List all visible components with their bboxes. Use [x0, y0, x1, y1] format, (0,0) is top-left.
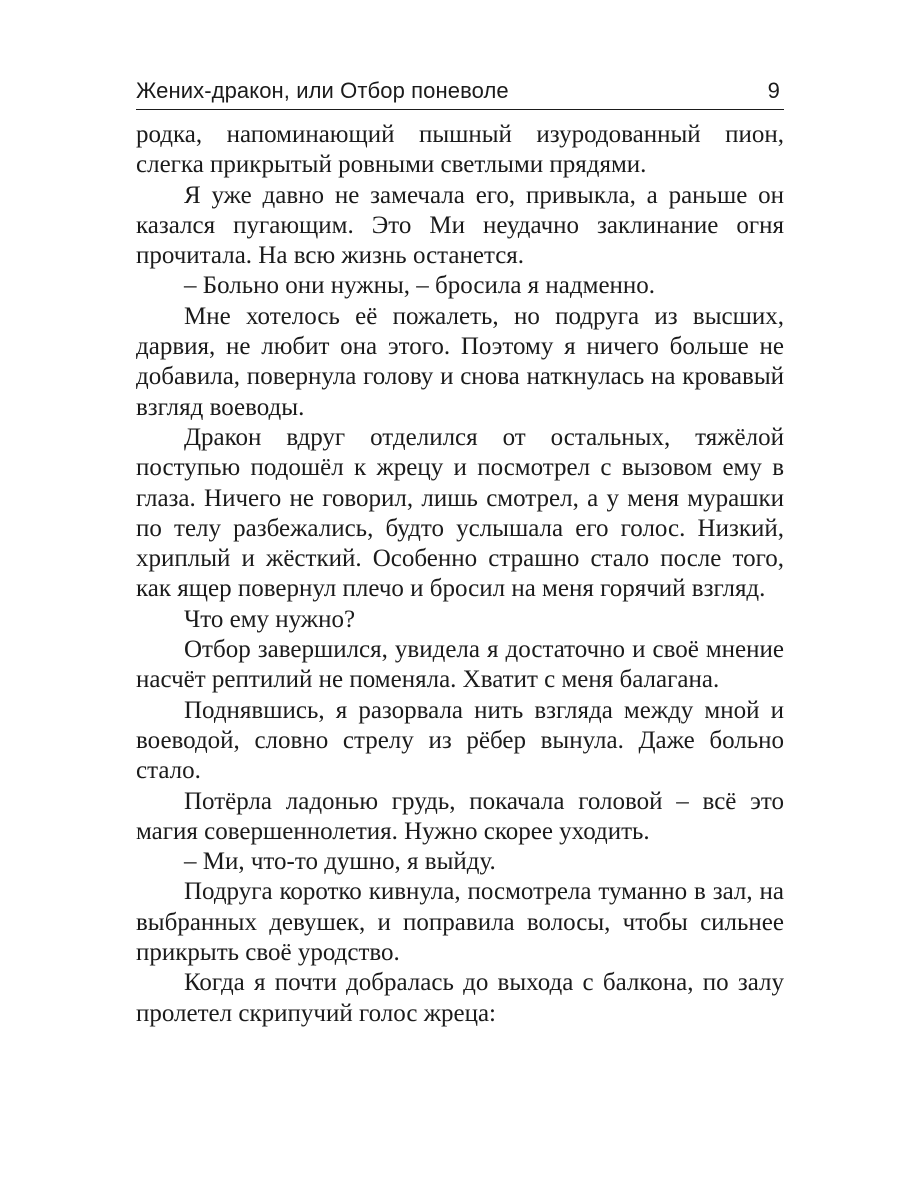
paragraph: – Больно они нужны, – бросила я надменно. [184, 272, 656, 300]
body-text [136, 120, 784, 1029]
paragraph: – Ми, что-то душно, я выйду. [184, 848, 496, 876]
paragraph: Отбор завершился, увидела я достаточно и своё мнение насчёт рептилий не поменяла. Хватит с меня балагана. [136, 636, 784, 694]
paragraph: Поднявшись, я разорвала нить взгляда между мной и воеводой, словно стрелу из рёбер вынула. Даже больно стало. [136, 696, 784, 785]
paragraph: Я уже давно не замечала его, привыкла, а раньше он казался пугающим. Это Ми неудачно заклинание огня прочитала. На всю жизнь останется. [136, 181, 784, 270]
paragraph: Что ему нужно? [184, 605, 356, 633]
paragraph: Потёрла ладонью грудь, покачала головой – всё это магия совершеннолетия. Нужно скорее уходить. [136, 787, 784, 845]
paragraph: Когда я почти добралась до выхода с балкона, по залу пролетел скрипучий голос жреца: [136, 969, 784, 1027]
running-title: Жених-дракон, или Отбор поневоле [136, 78, 509, 103]
paragraph: Подруга коротко кивнула, посмотрела туманно в зал, на выбранных девушек, и поправила волосы, чтобы сильнее прикрыть своё уродство. [136, 878, 784, 967]
paragraph: Дракон вдруг отделился от остальных, тяжёлой поступью подошёл к жрецу и посмотрел с вызовом ему в глаза. Ничего не говорил, лишь смотрел, а у меня мурашки по телу разбежались, будто услышала его голос. Низкий, хриплый и жёсткий. Особенно страшно стало после того, как ящер повернул плечо и бросил на меня горячий взгляд. [136, 423, 784, 603]
running-head [136, 76, 784, 110]
paragraph: Мне хотелось её пожалеть, но подруга из высших, дарвия, не любит она этого. Поэтому я ничего больше не добавила, повернула голову и снова наткнулась на кровавый взгляд воеводы. [136, 302, 784, 421]
header-rule [136, 109, 784, 110]
paragraph: родка, напоминающий пышный изуродованный пион, слегка прикрытый ровными светлыми прядями. [136, 121, 784, 179]
page-number: 9 [767, 78, 780, 103]
